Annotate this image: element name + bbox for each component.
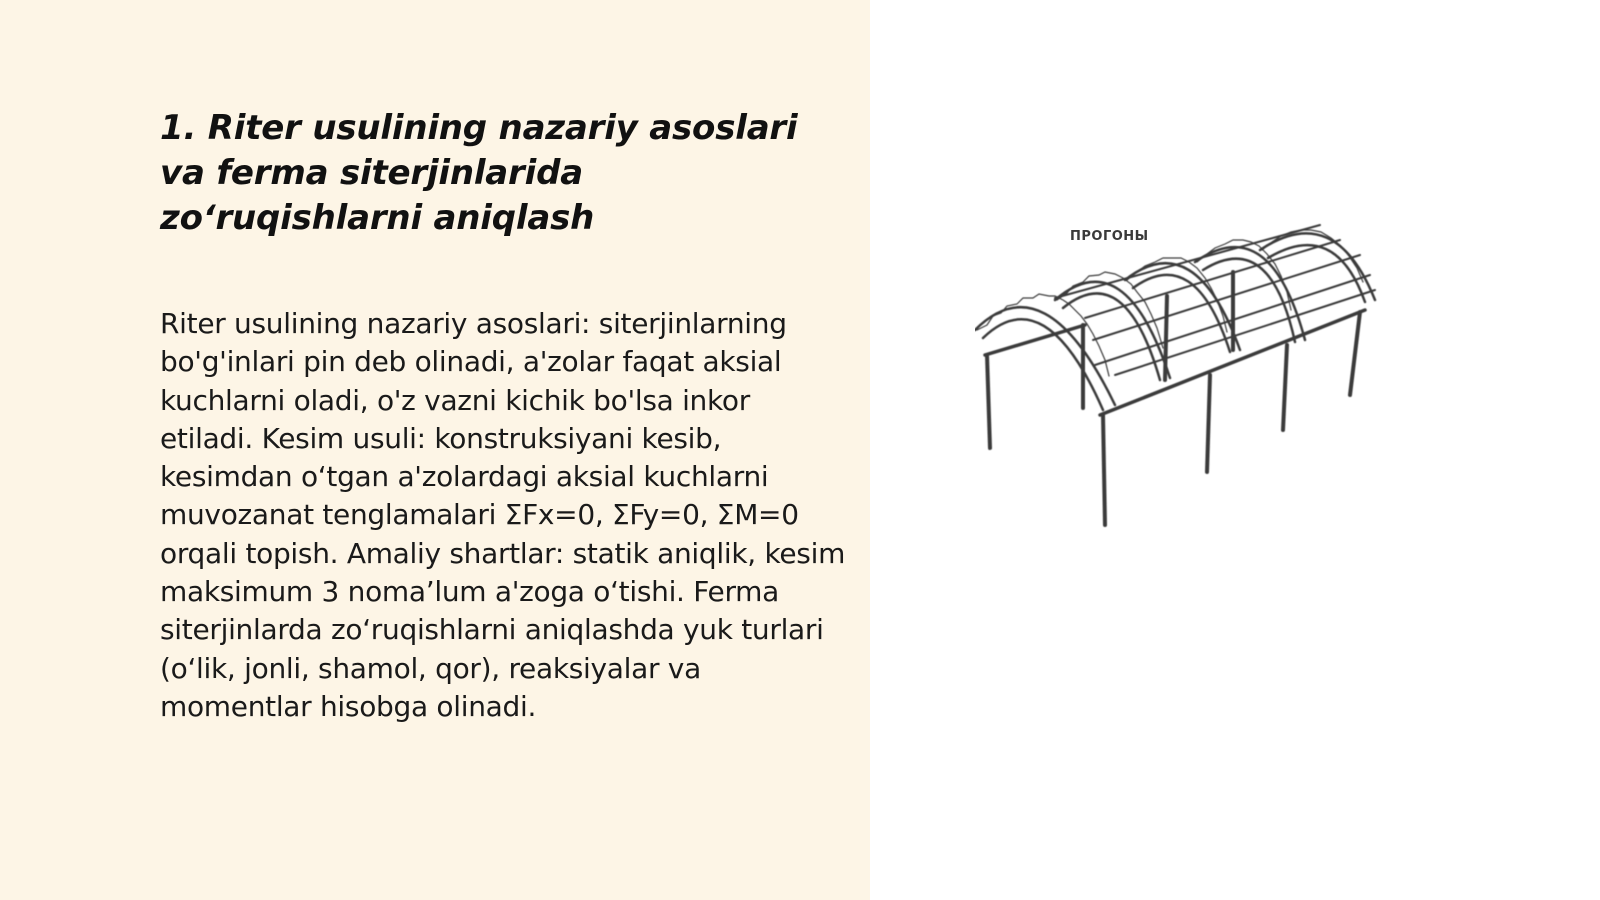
slide-body-text: Riter usulining nazariy asoslari: siterjinlarning bo'g'inlari pin deb olinadi, a'zolar faqat aksial kuchlarni oladi, o'z vazni kichik bo'lsa inkor etiladi. Kesim usuli: konstruksiyani kesib, kesimdan o‘tgan a'zolardagi aksial kuchlarni muvozanat tenglamalari ΣFx=0, ΣFy=0, ΣM=0 orqali topish. Amaliy shartlar: statik aniqlik, kesim maksimum 3 noma’lum a'zoga o‘tishi. Ferma siterjinlarda zo‘ruqishlarni aniqlashda yuk turlari (o‘lik, jonli, shamol, qor), reaksiyalar va momentlar hisobga olinadi. [160,307,846,723]
figure-label-purlins: ПРОГОНЫ [1070,229,1149,244]
truss-webs [977,230,1363,376]
truss-structure-illustration [975,200,1415,560]
columns [987,272,1360,525]
slide-title: 1. Riter usulining nazariy asoslari va ferma siterjinlarida zo‘ruqishlarni aniqlash [160,108,798,238]
